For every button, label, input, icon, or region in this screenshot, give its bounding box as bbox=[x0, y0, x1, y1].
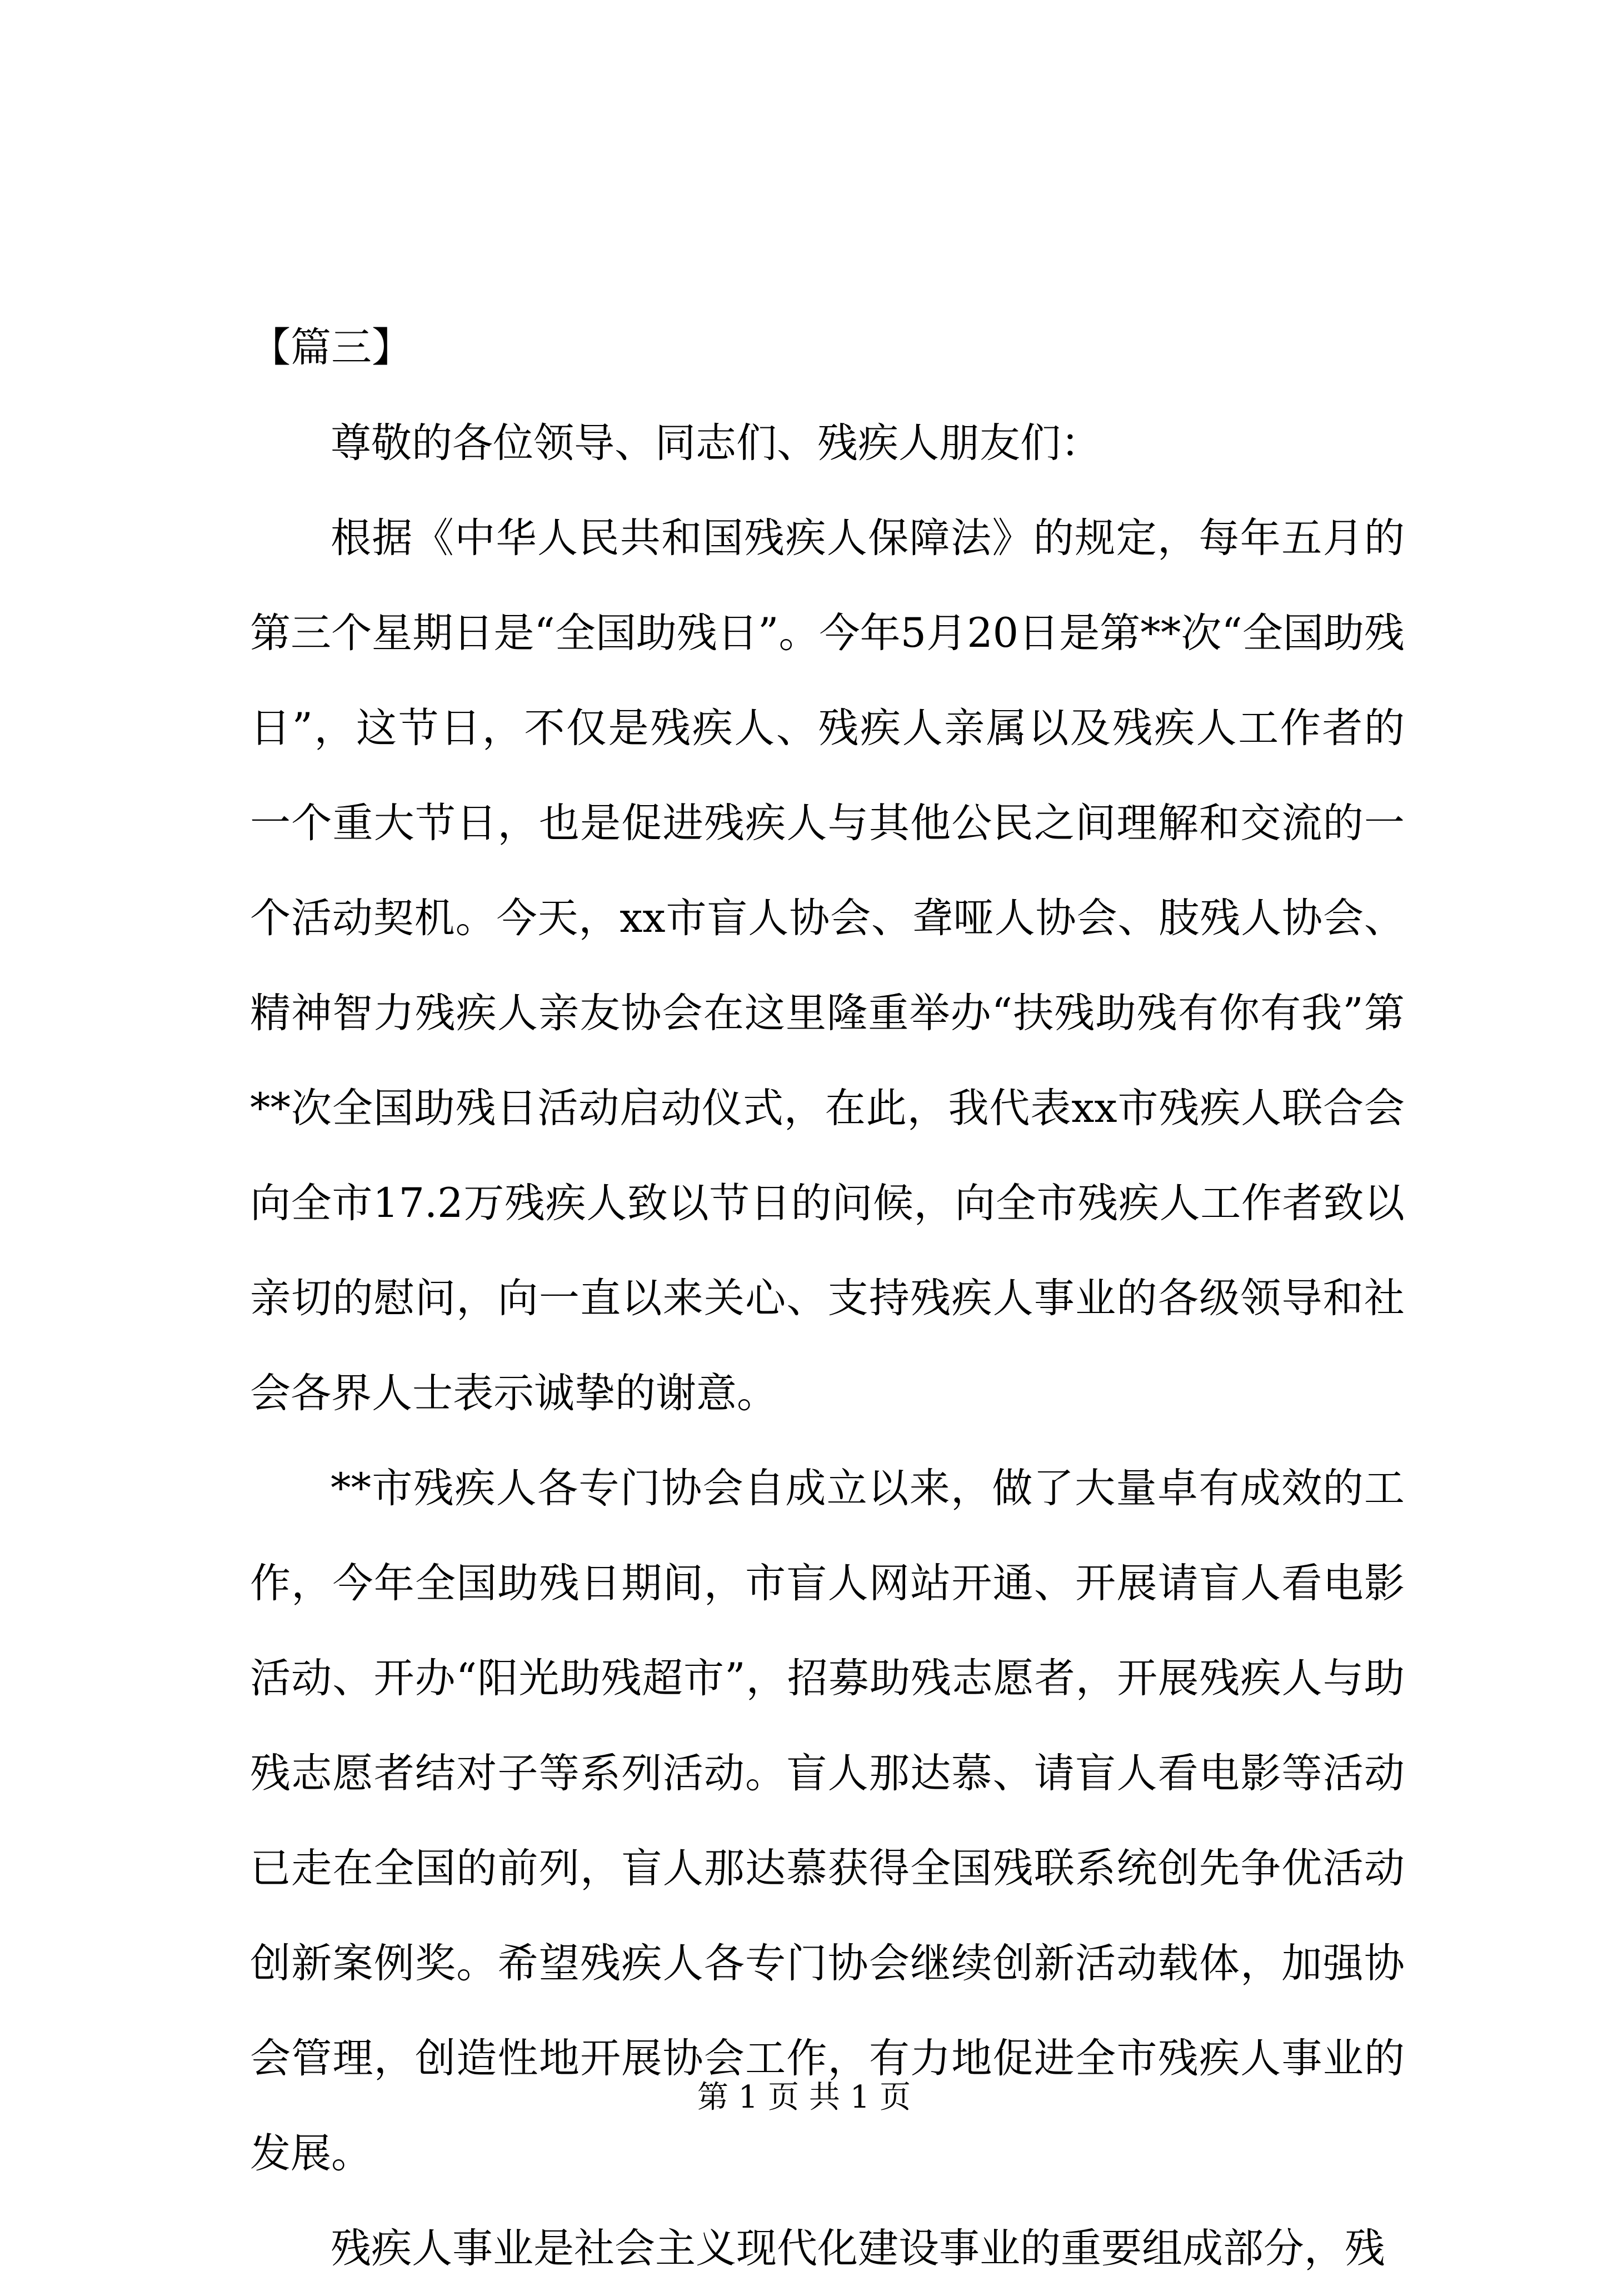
paragraph-2: **市残疾人各专门协会自成立以来，做了大量卓有成效的工作，今年全国助残日期间，市盲人网站开通、开展请盲人看电影活动、开办“阳光助残超市”，招募助残志愿者，开展残疾人与助残志愿者结对子等系列活动。盲人那达慕、请盲人看电影等活动已走在全国的前列，盲人那达慕获得全国残联系统创先争优活动创新案例奖。希望残疾人各专门协会继续创新活动载体，加强协会管理，创造性地开展协会工作，有力地促进全市残疾人事业的发展。 bbox=[250, 1465, 1405, 2177]
section-heading: 【篇三】 bbox=[250, 324, 412, 371]
page-footer: 第 1 页 共 1 页 bbox=[697, 2079, 911, 2115]
document-body bbox=[250, 300, 1405, 2296]
paragraph-1: 根据《中华人民共和国残疾人保障法》的规定，每年五月的第三个星期日是“全国助残日”。今年5月20日是第**次“全国助残日”，这节日，不仅是残疾人、残疾人亲属以及残疾人工作者的一个重大节日，也是促进残疾人与其他公民之间理解和交流的一个活动契机。今天，xx市盲人协会、聋哑人协会、肢残人协会、精神智力残疾人亲友协会在这里隆重举办“扶残助残有你有我”第**次全国助残日活动启动仪式，在此，我代表xx市残疾人联合会向全市17.2万残疾人致以节日的问候，向全市残疾人工作者致以亲切的慰问，向一直以来关心、支持残疾人事业的各级领导和社会各界人士表示诚挚的谢意。 bbox=[250, 515, 1405, 1417]
salutation: 尊敬的各位领导、同志们、残疾人朋友们： bbox=[331, 420, 1101, 467]
paragraph-3: 残疾人事业是社会主义现代化建设事业的重要组成部分，残 bbox=[331, 2225, 1385, 2272]
